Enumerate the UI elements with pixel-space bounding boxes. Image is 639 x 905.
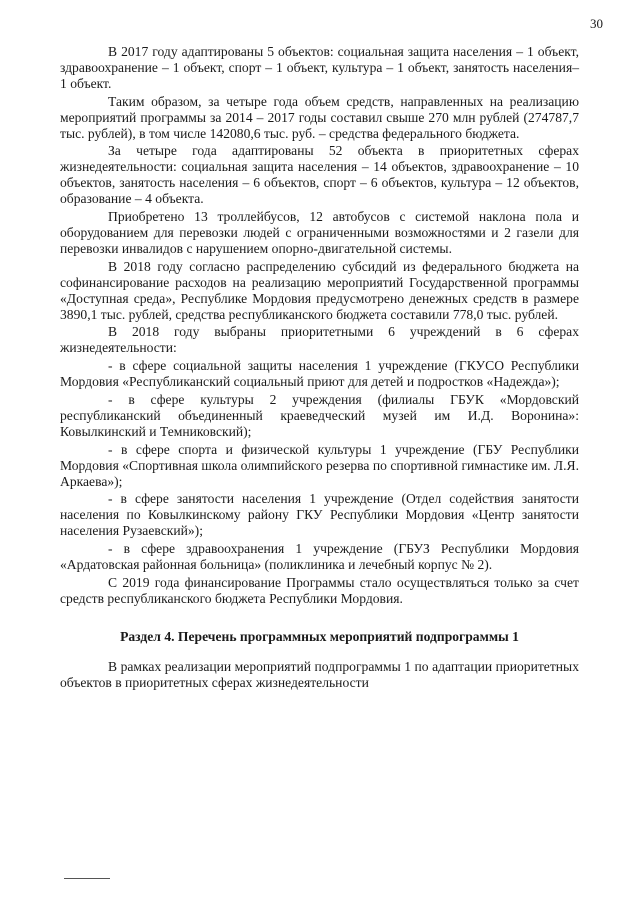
page-number: 30: [590, 16, 603, 31]
paragraph: В 2018 году согласно распределению субсидий из федерального бюджета на софинансирование расходов на реализацию мероприятий Государственной программы «Доступная среда», Республике Мордовия предусмотрено денежных средств в размере 3890,1 тыс. рублей, средства республиканского бюджета составили 778,0 тыс. рублей.: [60, 258, 579, 322]
section-heading: Раздел 4. Перечень программных мероприятий подпрограммы 1: [120, 628, 519, 644]
paragraph: В 2018 году выбраны приоритетными 6 учреждений в 6 сферах жизнедеятельности:: [60, 324, 579, 356]
list-item: - в сфере здравоохранения 1 учреждение (ГБУЗ Республики Мордовия «Ардатовская районная больница» (поликлиника и лечебный корпус № 2).: [60, 541, 579, 573]
list-item: - в сфере спорта и физической культуры 1 учреждение (ГБУ Республики Мордовия «Спортивная школа олимпийского резерва по спортивной гимнастике им. Л.Я. Аркаева»);: [60, 441, 579, 489]
paragraph: За четыре года адаптированы 52 объекта в приоритетных сферах жизнедеятельности: социальная защита населения – 14 объектов, здравоохранение – 10 объектов, занятость населения – 6 объектов, спорт – 6 объектов, культура – 12 объектов, образование – 4 объекта.: [60, 143, 579, 207]
paragraph: В 2017 году адаптированы 5 объектов: социальная защита населения – 1 объект, здравоохранение – 1 объект, спорт – 1 объект, культура – 1 объект, занятость населения– 1 объект.: [60, 44, 579, 91]
paragraph: Таким образом, за четыре года объем средств, направленных на реализацию мероприятий программы за 2014 – 2017 годы составил свыше 270 млн рублей (274787,7 тыс. рублей), в том числе 142080,6 тыс. руб. – средства федерального бюджета.: [60, 93, 579, 141]
paragraph: С 2019 года финансирование Программы стало осуществляться только за счет средств республиканского бюджета Республики Мордовия.: [60, 575, 579, 606]
document-body: [60, 44, 579, 693]
list-item: - в сфере занятости населения 1 учреждение (Отдел содействия занятости населения по Ковылкинскому району ГКУ Республики Мордовия «Центр занятости населения Рузаевский»);: [60, 491, 579, 539]
list-item: - в сфере социальной защиты населения 1 учреждение (ГКУСО Республики Мордовия «Республиканский социальный приют для детей и подростков «Надежда»);: [60, 358, 579, 390]
paragraph: В рамках реализации мероприятий подпрограммы 1 по адаптации приоритетных объектов в приоритетных сферах жизнедеятельности: [60, 658, 579, 690]
list-item: - в сфере культуры 2 учреждения (филиалы ГБУК «Мордовский республиканский объединенный краеведческий музей им И.Д. Воронина»: Ковылкинский и Темниковский);: [60, 392, 579, 439]
footer-rule: [64, 878, 110, 879]
paragraph: Приобретено 13 троллейбусов, 12 автобусов с системой наклона пола и оборудованием для перевозки людей с ограниченными возможностями и 2 газели для перевозки инвалидов с нарушением опорно-двигательной системы.: [60, 209, 579, 256]
